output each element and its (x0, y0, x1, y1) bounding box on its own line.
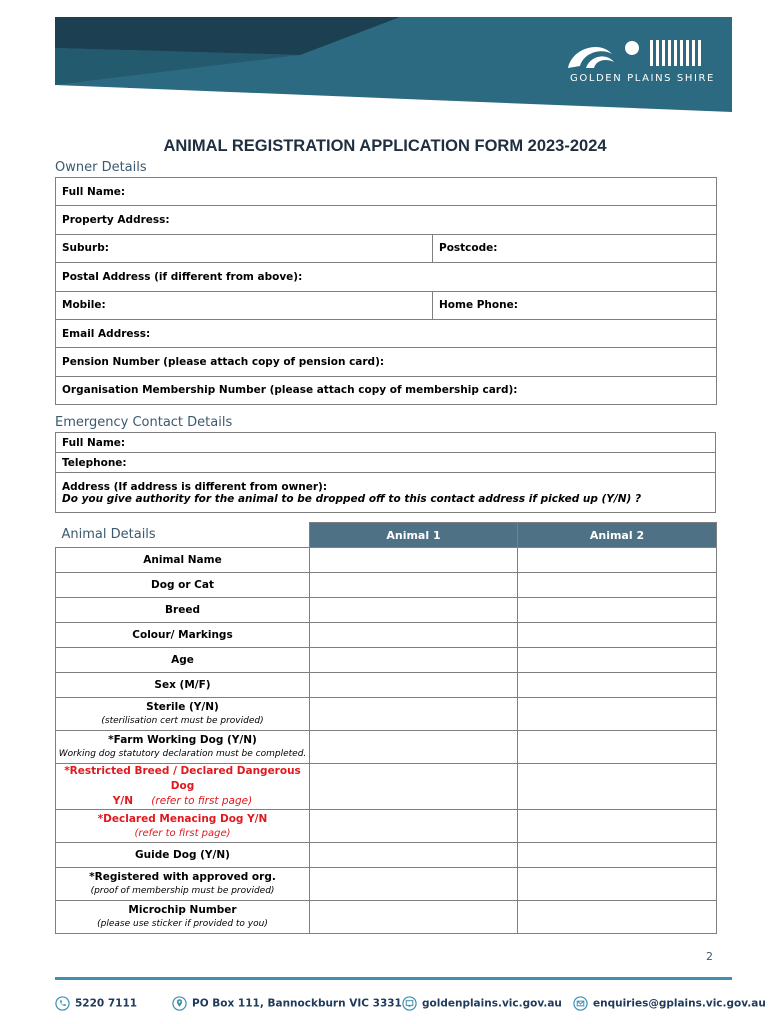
animal-2-microchip-cell[interactable] (518, 901, 717, 934)
footer-phone-text: 5220 7111 (75, 997, 138, 1010)
owner-mobile-field[interactable]: Mobile: (56, 291, 433, 319)
guide-dog-label: Guide Dog (Y/N) (135, 848, 230, 861)
owner-postcode-field[interactable]: Postcode: (433, 234, 717, 262)
owner-membership-field[interactable]: Organisation Membership Number (please attach copy of membership card): (56, 376, 717, 404)
emergency-address-label: Address (If address is different from owner): (62, 480, 328, 493)
owner-email-field[interactable]: Email Address: (56, 319, 717, 347)
sex-label: Sex (M/F) (154, 678, 211, 691)
owner-suburb-field[interactable]: Suburb: (56, 234, 433, 262)
sterile-note: (sterilisation cert must be provided) (101, 716, 264, 726)
owner-postal-address-field[interactable]: Postal Address (if different from above): (56, 263, 717, 291)
footer-address (172, 996, 402, 1011)
sterile-label: Sterile (Y/N) (146, 701, 219, 713)
owner-details-table (55, 177, 717, 405)
microchip-label: Microchip Number (128, 904, 237, 916)
footer-email-text: enquiries@gplains.vic.gov.au (593, 997, 766, 1010)
monitor-icon (402, 996, 417, 1011)
emergency-address-field[interactable] (56, 473, 716, 513)
emergency-contact-table (55, 432, 716, 513)
restricted-breed-note: (refer to first page) (151, 795, 253, 807)
animal-2-guide-dog-cell[interactable] (518, 843, 717, 868)
menacing-dog-note: (refer to first page) (134, 828, 231, 839)
animal-2-name-cell[interactable] (518, 548, 717, 573)
emergency-full-name-field[interactable]: Full Name: (56, 433, 716, 453)
breed-label: Breed (165, 603, 200, 616)
page-number: 2 (706, 950, 713, 963)
animal-1-header: Animal 1 (310, 523, 518, 548)
owner-property-address-field[interactable]: Property Address: (56, 206, 717, 234)
animal-2-age-cell[interactable] (518, 648, 717, 673)
page-title: ANIMAL REGISTRATION APPLICATION FORM 2023-2024 (163, 137, 607, 155)
animal-2-menacing-cell[interactable] (518, 810, 717, 843)
animal-2-breed-cell[interactable] (518, 598, 717, 623)
phone-icon (55, 996, 70, 1011)
animal-2-restricted-cell[interactable] (518, 764, 717, 810)
footer-email-link[interactable] (573, 996, 766, 1011)
animal-1-colour-cell[interactable] (310, 623, 518, 648)
microchip-note: (please use sticker if provided to you) (97, 919, 268, 929)
animal-1-dog-or-cat-cell[interactable] (310, 573, 518, 598)
farm-working-dog-label: *Farm Working Dog (Y/N) (108, 734, 257, 746)
animal-1-registered-cell[interactable] (310, 868, 518, 901)
email-icon (573, 996, 588, 1011)
registered-org-note: (proof of membership must be provided) (90, 886, 275, 896)
restricted-breed-label: *Restricted Breed / Declared Dangerous Dog (64, 765, 301, 792)
dog-or-cat-label: Dog or Cat (151, 578, 214, 591)
owner-pension-field[interactable]: Pension Number (please attach copy of pension card): (56, 348, 717, 376)
emergency-telephone-field[interactable]: Telephone: (56, 453, 716, 473)
animal-1-sex-cell[interactable] (310, 673, 518, 698)
animal-1-guide-dog-cell[interactable] (310, 843, 518, 868)
animal-1-farm-dog-cell[interactable] (310, 731, 518, 764)
animal-2-dog-or-cat-cell[interactable] (518, 573, 717, 598)
footer-website-text: goldenplains.vic.gov.au (422, 997, 562, 1010)
colour-markings-label: Colour/ Markings (132, 628, 233, 641)
footer-divider (55, 977, 732, 980)
animal-1-menacing-cell[interactable] (310, 810, 518, 843)
owner-full-name-field[interactable]: Full Name: (56, 178, 717, 206)
animal-2-farm-dog-cell[interactable] (518, 731, 717, 764)
restricted-breed-yn: Y/N (112, 795, 134, 807)
animal-1-breed-cell[interactable] (310, 598, 518, 623)
emergency-authority-question: Do you give authority for the animal to be dropped off to this contact address if picked up (Y/N) ? (62, 492, 642, 505)
animal-name-label: Animal Name (143, 553, 222, 566)
animal-1-restricted-cell[interactable] (310, 764, 518, 810)
animal-2-sex-cell[interactable] (518, 673, 717, 698)
animal-2-sterile-cell[interactable] (518, 698, 717, 731)
animal-1-microchip-cell[interactable] (310, 901, 518, 934)
animal-2-header: Animal 2 (518, 523, 717, 548)
animal-2-colour-cell[interactable] (518, 623, 717, 648)
emergency-contact-heading: Emergency Contact Details (55, 415, 233, 430)
animal-details-table (55, 522, 717, 934)
animal-1-sterile-cell[interactable] (310, 698, 518, 731)
footer-phone[interactable] (55, 996, 137, 1011)
registered-org-label: *Registered with approved org. (89, 871, 276, 883)
footer-address-text: PO Box 111, Bannockburn VIC 3331 (192, 997, 402, 1010)
footer-website-link[interactable] (402, 996, 562, 1011)
animal-details-heading: Animal Details (56, 523, 310, 548)
farm-working-dog-note: Working dog statutory declaration must be completed. (58, 749, 307, 759)
animal-1-name-cell[interactable] (310, 548, 518, 573)
location-pin-icon (172, 996, 187, 1011)
age-label: Age (171, 653, 194, 666)
logo-text: GOLDEN PLAINS SHIRE (570, 73, 715, 84)
animal-2-registered-cell[interactable] (518, 868, 717, 901)
animal-1-age-cell[interactable] (310, 648, 518, 673)
owner-home-phone-field[interactable]: Home Phone: (433, 291, 717, 319)
header-banner (0, 0, 770, 120)
owner-details-heading: Owner Details (55, 160, 147, 175)
menacing-dog-label: *Declared Menacing Dog Y/N (97, 813, 268, 825)
